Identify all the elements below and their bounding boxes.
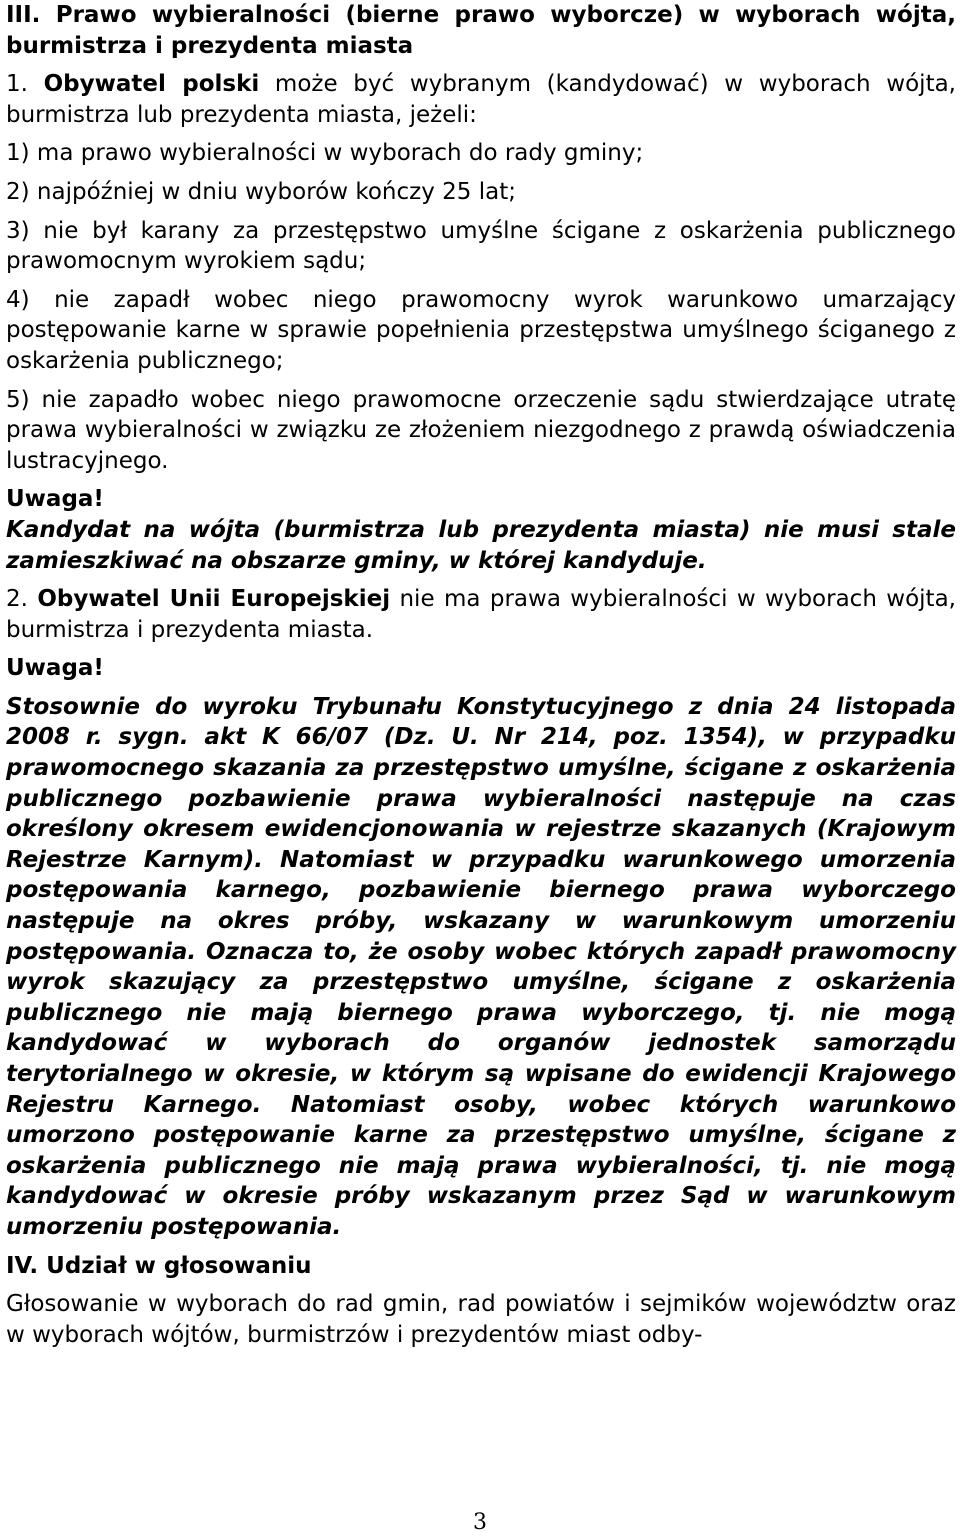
section-3-heading: III. Prawo wybieralności (bierne prawo wyborcze) w wyborach wójta, burmistrza i prezydenta miasta — [6, 2, 956, 59]
condition-4: 4) nie zapadł wobec niego prawomocny wyrok warunkowo umarzający postępowanie karne w sprawie popełnienia przestępstwa umyślnego ściganego z oskarżenia publicznego; — [6, 286, 956, 374]
condition-1: 1) ma prawo wybieralności w wyborach do rady gminy; — [6, 140, 644, 167]
document-page — [6, 0, 956, 1350]
point-1-number: 1. — [6, 71, 44, 98]
page-number: 3 — [473, 1510, 487, 1535]
point-2-text: nie ma prawa wybieralności w wyborach wójta, burmistrza i prezydenta miasta. — [6, 586, 956, 643]
point-1-lead: Obywatel polski — [43, 71, 260, 98]
section-4-heading: IV. Udział w głosowaniu — [6, 1252, 312, 1279]
point-2-paragraph — [6, 584, 956, 645]
note-1-text: Kandydat na wójta (burmistrza lub prezydenta miasta) nie musi stale zamieszkiwać na obszarze gminy, w której kandyduje. — [6, 516, 956, 574]
note-1-label: Uwaga! — [6, 486, 104, 513]
point-2-number: 2. — [6, 586, 38, 613]
point-1-text: może być wybranym (kandydować) w wyborach wójta, burmistrza lub prezydenta miasta, jeżeli: — [6, 71, 956, 128]
note-2-label: Uwaga! — [6, 655, 104, 682]
condition-2: 2) najpóźniej w dniu wyborów kończy 25 lat; — [6, 178, 516, 205]
condition-5: 5) nie zapadło wobec niego prawomocne orzeczenie sądu stwierdzające utratę prawa wybieralności w związku ze złożeniem niezgodnego z prawdą oświadczenia lustracyjnego. — [6, 386, 956, 474]
condition-3: 3) nie był karany za przestępstwo umyślne ścigane z oskarżenia publicznego prawomocnym wyrokiem sądu; — [6, 217, 956, 275]
point-1-paragraph — [6, 69, 956, 130]
section-4-text: Głosowanie w wyborach do rad gmin, rad powiatów i sejmików województw oraz w wyborach wójtów, burmistrzów i prezydentów miast odby- — [6, 1291, 956, 1348]
note-2-text: Stosownie do wyroku Trybunału Konstytucyjnego z dnia 24 listopada 2008 r. sygn. akt K 66/07 (Dz. U. Nr 214, poz. 1354), w przypadku prawomocnego skazania za przestępstwo umyślne, ścigane z oskarżenia publicznego pozbawienie prawa wybieralności następuje na czas określony okresem ewidencjonowania w rejestrze skazanych (Krajowym Rejestrze Karnym). Natomiast w przypadku warunkowego umorzenia postępowania karnego, pozbawienie biernego prawa wyborczego następuje na okres próby, wskazany w warunkowym umorzeniu postępowania. Oznacza to, że osoby wobec których zapadł prawomocny wyrok skazujący za przestępstwo umyślne, ścigane z oskarżenia publicznego nie mają biernego prawa wyborczego, tj. nie mogą kandydować w wyborach do organów jednostek samorządu terytorialnego w okresie, w którym są wpisane do ewidencji Krajowego Rejestru Karnego. Natomiast osoby, wobec których warunkowo umorzono postępowanie karne za przestępstwo umyślne, ścigane z oskarżenia publicznego nie mają prawa wybieralności, tj. nie mogą kandydować w okresie próby wskazanym przez Sąd w warunkowym umorzeniu postępowania. — [6, 693, 956, 1240]
point-2-lead: Obywatel Unii Europejskiej — [37, 586, 391, 613]
